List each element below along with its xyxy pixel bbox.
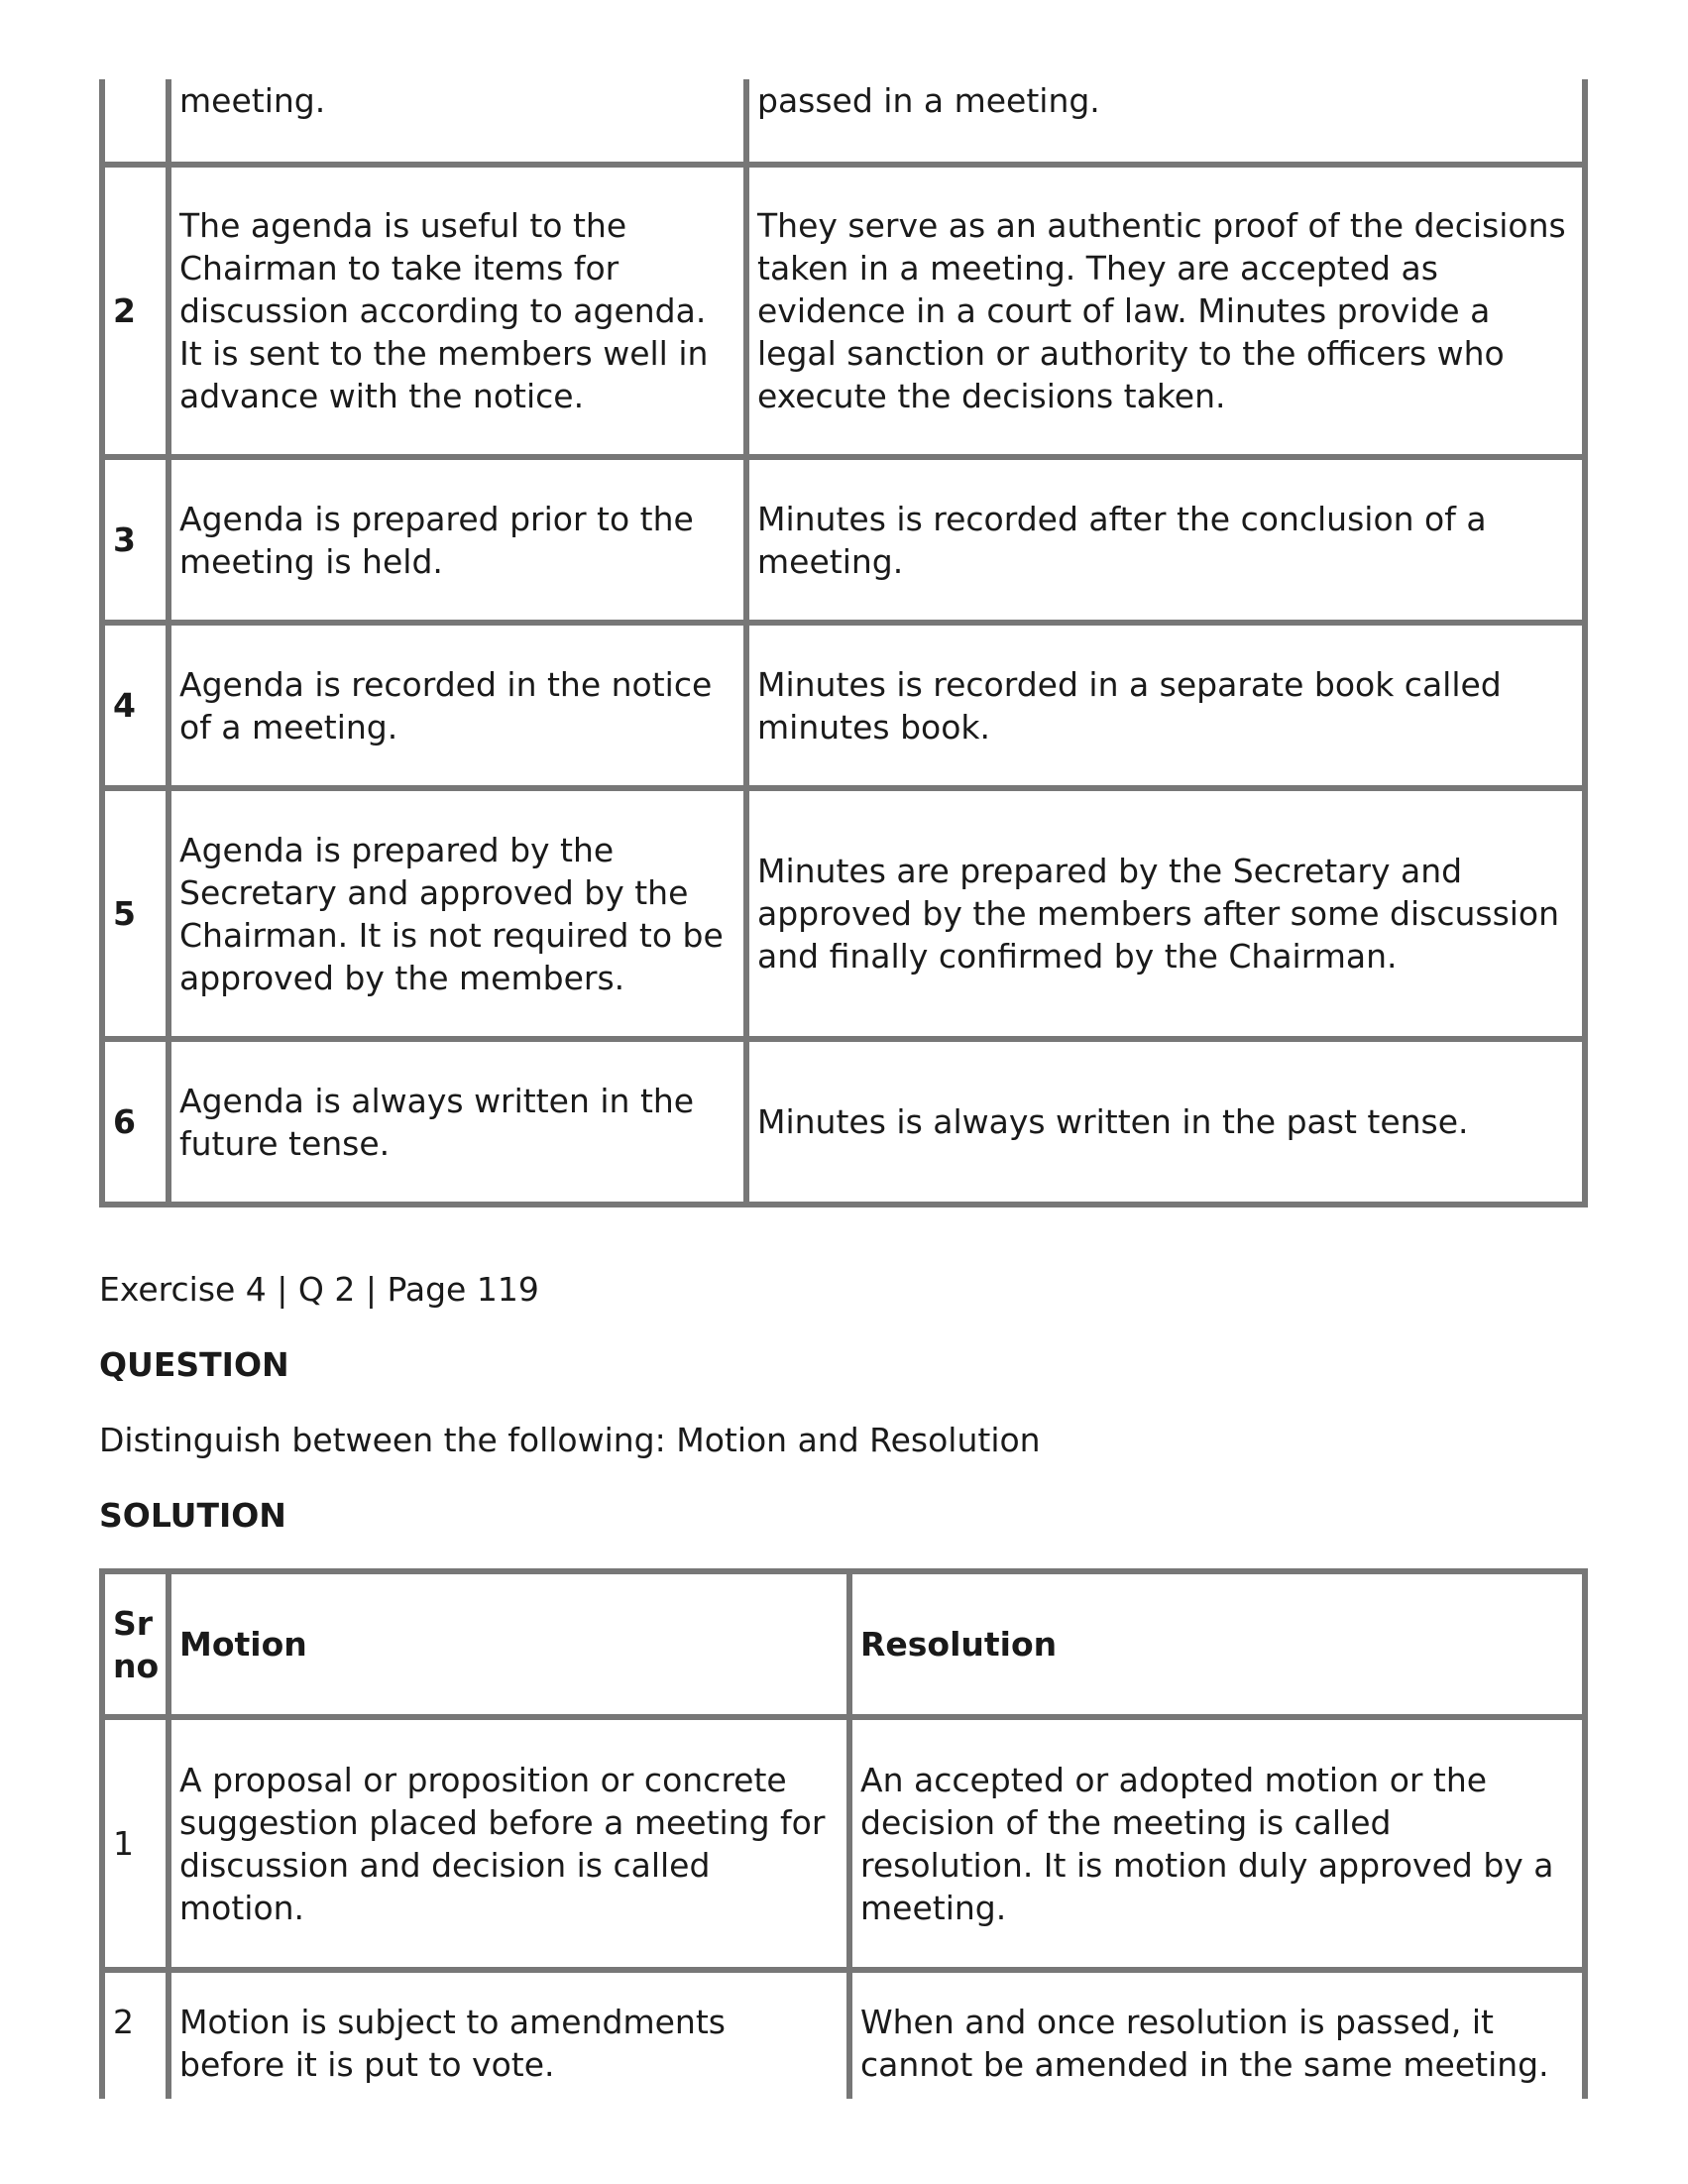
sr-cell: 4 (102, 623, 169, 788)
motion-cell: Motion is subject to amendments before it is put to vote. (169, 1970, 849, 2099)
table-row (102, 79, 1585, 165)
sr-header: Sr no (102, 1571, 169, 1717)
minutes-cell: Minutes are prepared by the Secretary and approved by the members after some discussion and finally confirmed by the Chairman. (746, 788, 1585, 1039)
question-heading: QUESTION (99, 1345, 289, 1384)
table-row (102, 1039, 1585, 1205)
motion-cell: A proposal or proposition or concrete suggestion placed before a meeting for discussion and decision is called motion. (169, 1717, 849, 1970)
motion-header: Motion (169, 1571, 849, 1717)
minutes-cell: They serve as an authentic proof of the decisions taken in a meeting. They are accepted as evidence in a court of law. Minutes provide a legal sanction or authority to the officers who execute the decisions taken. (746, 165, 1585, 457)
agenda-cell: Agenda is prepared by the Secretary and approved by the Chairman. It is not required to be approved by the members. (169, 788, 746, 1039)
sr-cell: 2 (102, 165, 169, 457)
solution-heading: SOLUTION (99, 1496, 286, 1535)
agenda-cell: meeting. (169, 79, 746, 165)
resolution-cell: An accepted or adopted motion or the decision of the meeting is called resolution. It is motion duly approved by a meeting. (849, 1717, 1585, 1970)
table-row (102, 788, 1585, 1039)
minutes-cell: Minutes is recorded after the conclusion of a meeting. (746, 457, 1585, 623)
minutes-cell: Minutes is always written in the past tense. (746, 1039, 1585, 1205)
table-row (102, 1970, 1585, 2099)
exercise-reference: Exercise 4 | Q 2 | Page 119 (99, 1270, 539, 1309)
motion-resolution-table (99, 1568, 1588, 2099)
sr-cell: 3 (102, 457, 169, 623)
resolution-cell: When and once resolution is passed, it cannot be amended in the same meeting. (849, 1970, 1585, 2099)
sr-cell: 2 (102, 1970, 169, 2099)
table-row (102, 457, 1585, 623)
agenda-cell: Agenda is recorded in the notice of a meeting. (169, 623, 746, 788)
sr-cell: 5 (102, 788, 169, 1039)
sr-cell (102, 79, 169, 165)
table-row (102, 165, 1585, 457)
table-row (102, 1717, 1585, 1970)
agenda-minutes-table (99, 79, 1588, 1207)
agenda-cell: Agenda is prepared prior to the meeting is held. (169, 457, 746, 623)
question-text: Distinguish between the following: Motion and Resolution (99, 1421, 1041, 1459)
agenda-cell: Agenda is always written in the future tense. (169, 1039, 746, 1205)
sr-cell: 6 (102, 1039, 169, 1205)
minutes-cell: Minutes is recorded in a separate book called minutes book. (746, 623, 1585, 788)
table-header-row (102, 1571, 1585, 1717)
agenda-cell: The agenda is useful to the Chairman to take items for discussion according to agenda. It is sent to the members well in advance with the notice. (169, 165, 746, 457)
resolution-header: Resolution (849, 1571, 1585, 1717)
sr-cell: 1 (102, 1717, 169, 1970)
minutes-cell: passed in a meeting. (746, 79, 1585, 165)
table-row (102, 623, 1585, 788)
